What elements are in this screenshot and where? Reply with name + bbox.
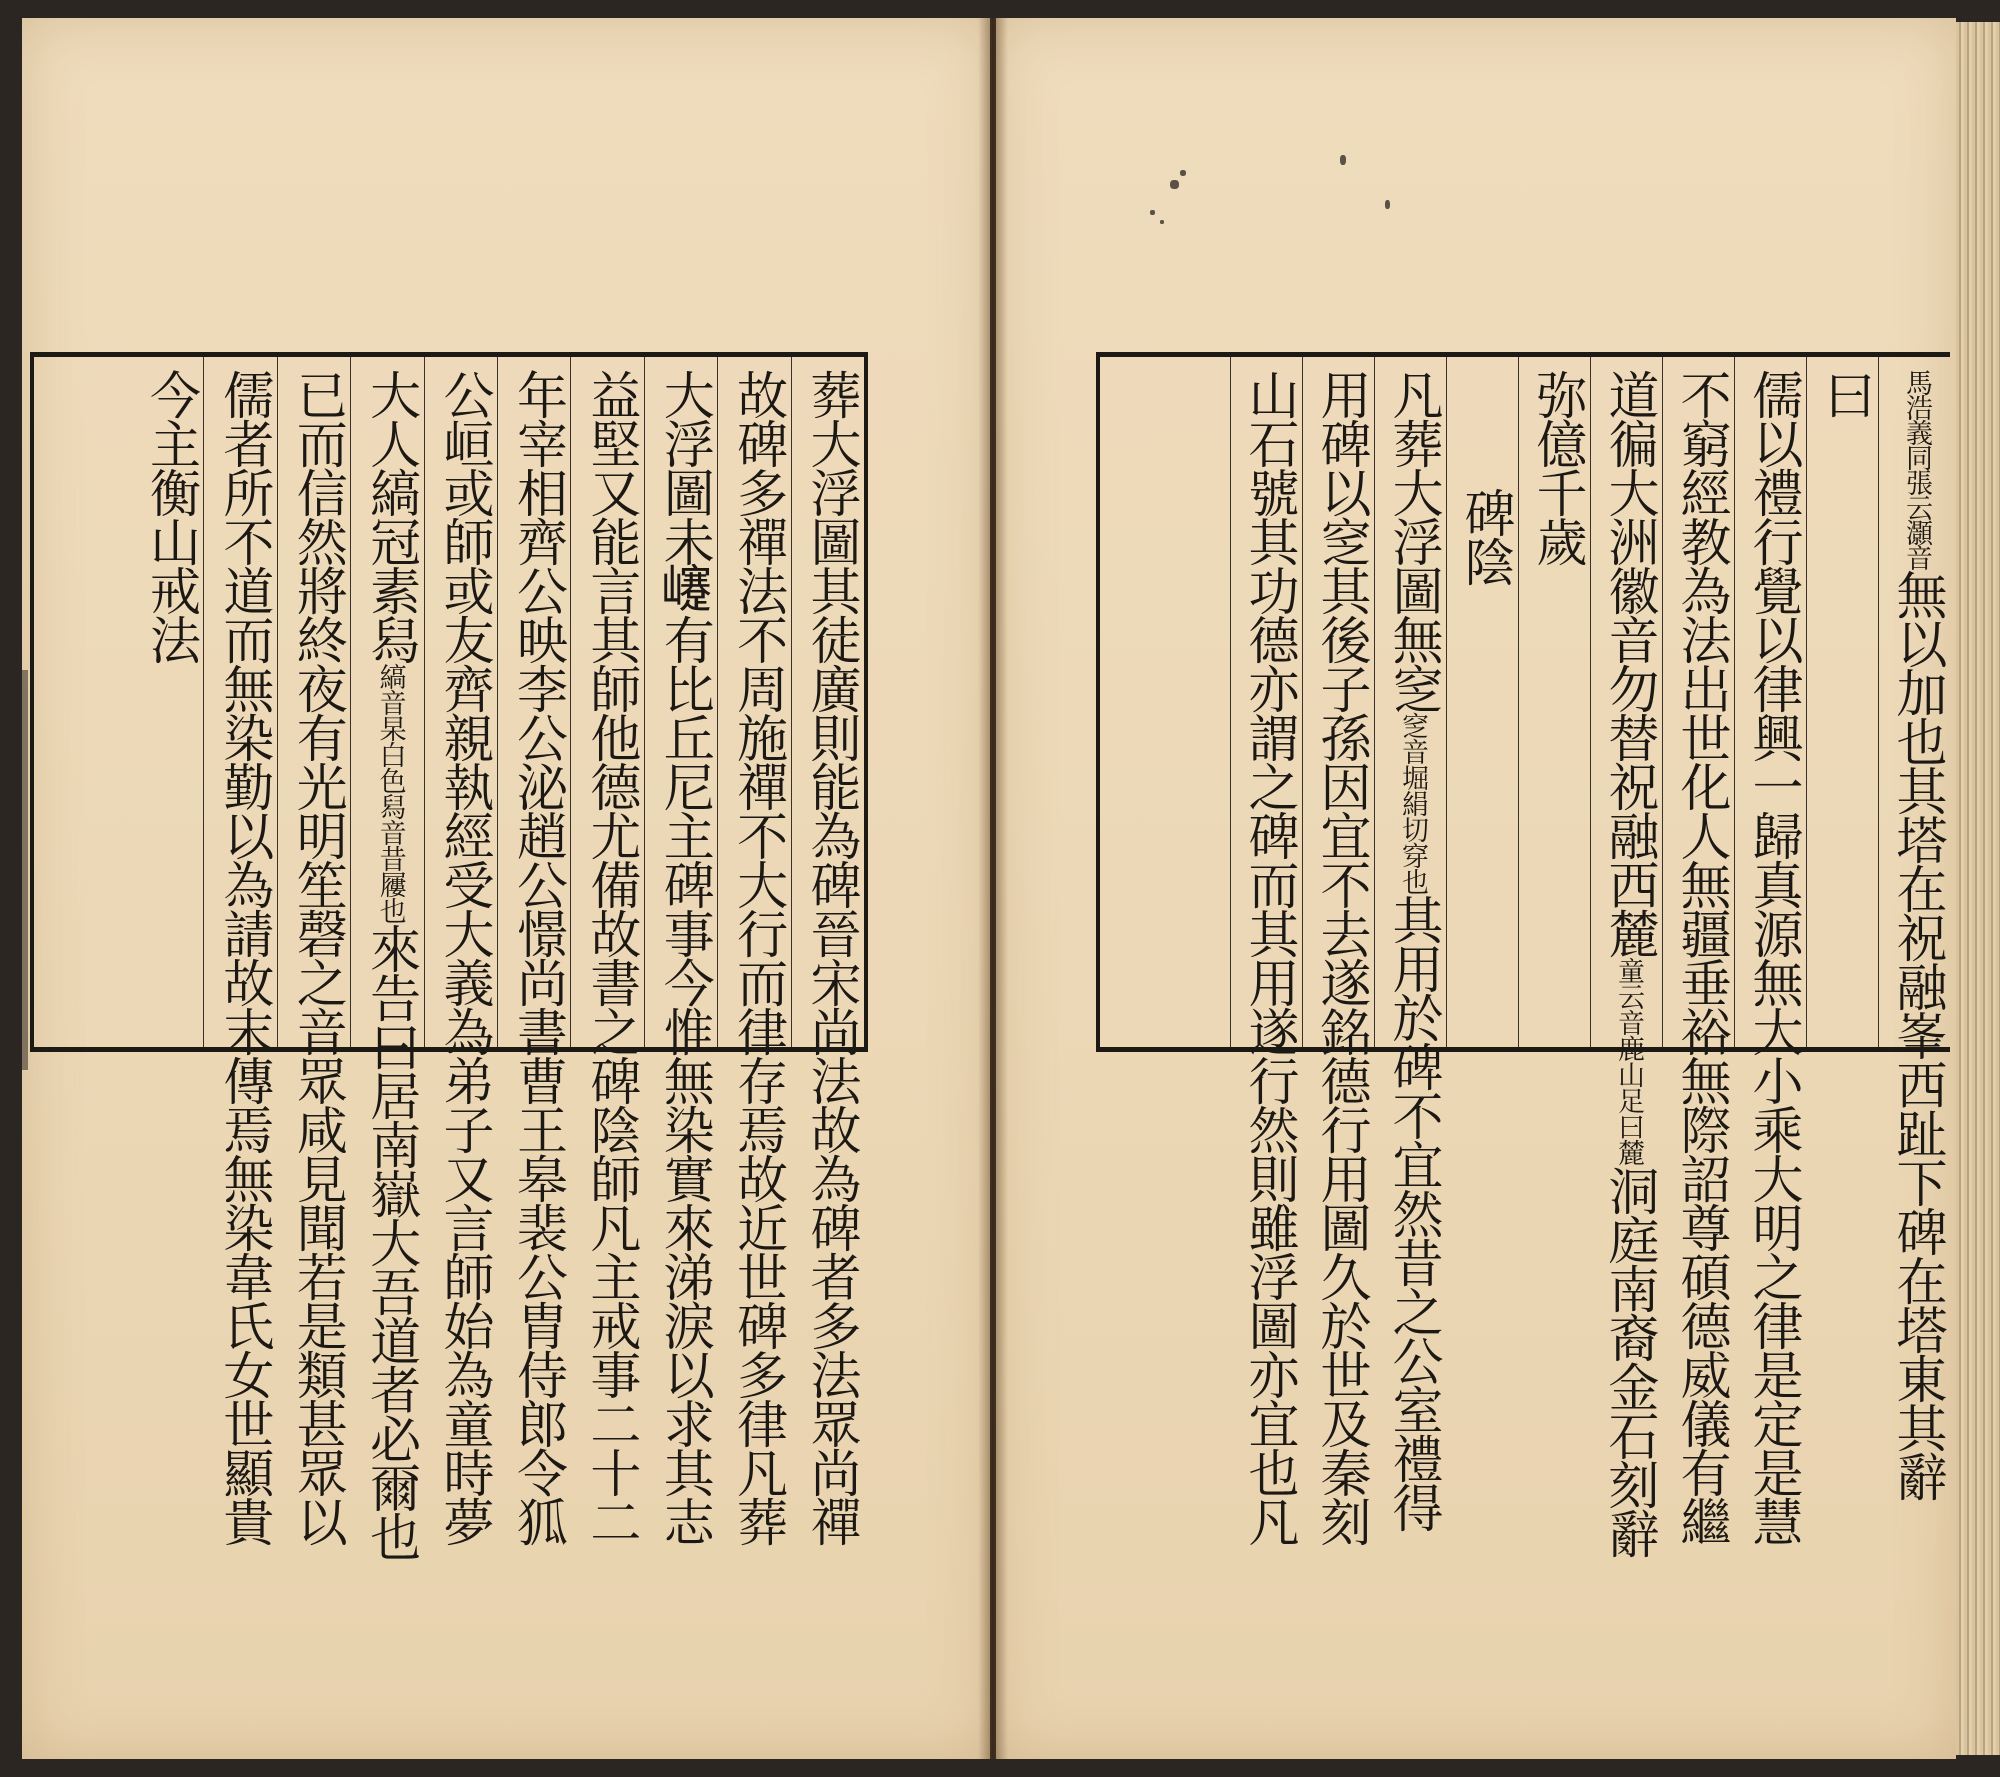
- text-column: [1806, 357, 1878, 1047]
- column-text: 用碑以窆其後子孫因宜不去遂銘德行用圖久於世及秦刻: [1311, 369, 1370, 1545]
- annotation-note: 馬浩義同: [1901, 369, 1932, 469]
- column-text: 故碑多禪法不周施禪不大行而律存焉故近世碑多律凡葬: [727, 369, 787, 1545]
- text-column: [1590, 357, 1662, 1557]
- text-column: [644, 357, 717, 1545]
- column-text: 公峘或師或友齊親執經受大義為弟子又言師始為童時夢: [434, 369, 494, 1545]
- text-column: [1734, 357, 1806, 1545]
- annotation-note: 童云音鹿山足曰麓: [1613, 957, 1644, 1165]
- ink-speck: [1340, 155, 1346, 165]
- text-column: [1518, 357, 1590, 1047]
- annotation-note: 張云灝音: [1901, 469, 1932, 569]
- text-column: [350, 357, 423, 1560]
- column-text: 弥億千歲: [1527, 369, 1586, 565]
- text-column: [570, 357, 643, 1545]
- column-text: 其用於碑不宜然昔之公室禮得: [1383, 894, 1442, 1531]
- column-text: 儒以禮行覺以律興一歸真源無大小乘大明之律是定是慧: [1743, 369, 1802, 1545]
- section-heading: [1446, 357, 1518, 1047]
- column-text: 道徧大洲徽音勿替祝融西麓: [1599, 369, 1658, 957]
- ink-speck: [1170, 180, 1179, 189]
- book-page-edges: [1956, 22, 2000, 1755]
- column-text: 大人縞冠素舄: [360, 369, 420, 663]
- ink-speck: [1160, 220, 1164, 224]
- column-text: 洞庭南裔金石刻辭: [1599, 1165, 1658, 1557]
- column-text: 無以加也其塔在祝融峯西趾下碑在塔東其辭: [1887, 569, 1946, 1500]
- column-text: 葬大浮圖其徒廣則能為碑晉宋尚法故為碑者多法眾尚禪: [801, 369, 860, 1545]
- left-text-block: [30, 352, 868, 1560]
- text-column: [1662, 357, 1734, 1545]
- column-text: 益堅又能言其師他德尤備故書之碑陰師凡主戒事二十二: [580, 369, 640, 1545]
- text-column: [203, 357, 276, 1545]
- text-column: [1878, 357, 1950, 1500]
- text-column: [497, 357, 570, 1545]
- column-text: 今主衡山戒法: [140, 369, 200, 663]
- annotation-note: 窆音: [1397, 712, 1428, 764]
- column-text: 儒者所不道而無染勤以為請故末傳焉無染韋氏女世顯貴: [213, 369, 273, 1545]
- ink-speck: [1385, 200, 1390, 209]
- text-column: [717, 357, 790, 1545]
- text-column: [424, 357, 497, 1545]
- text-column: [791, 357, 864, 1545]
- column-text: 山石號其功德亦謂之碑而其用遂行然則雖浮圖亦宜也凡: [1239, 369, 1298, 1545]
- heading-text: 碑陰: [1455, 487, 1514, 585]
- column-text: 凡葬大浮圖無窆: [1383, 369, 1442, 712]
- text-column: [130, 357, 203, 1047]
- annotation-note: 縞音杲白色舄音昔屨也: [374, 663, 406, 923]
- column-text: 不窮經教為法出世化人無疆垂裕無際詔尊碩德威儀有繼: [1671, 369, 1730, 1545]
- column-text: 曰: [1815, 369, 1874, 418]
- book-gutter: [978, 18, 1008, 1759]
- annotation-note: 堀絹切穿也: [1397, 764, 1428, 894]
- column-text: 年宰相齊公映李公泌趙公憬尚書曹王皋裴公胄侍郎令狐: [507, 369, 567, 1545]
- column-text: 來告曰居南嶽大吾道者必爾也: [360, 923, 420, 1560]
- column-text: 已而信然將終夜有光明笙磬之音眾咸見聞若是類甚眾以: [287, 369, 347, 1545]
- text-column: [1374, 357, 1446, 1531]
- text-column: [1230, 357, 1302, 1545]
- ink-speck: [1180, 170, 1186, 176]
- right-text-block: [1096, 352, 1950, 1557]
- text-column: [277, 357, 350, 1545]
- ink-speck: [1150, 210, 1155, 215]
- column-text: 大浮圖未𡾰有比丘尼主碑事今惟無染實來涕淚以求其志: [654, 369, 714, 1545]
- text-column: [1302, 357, 1374, 1545]
